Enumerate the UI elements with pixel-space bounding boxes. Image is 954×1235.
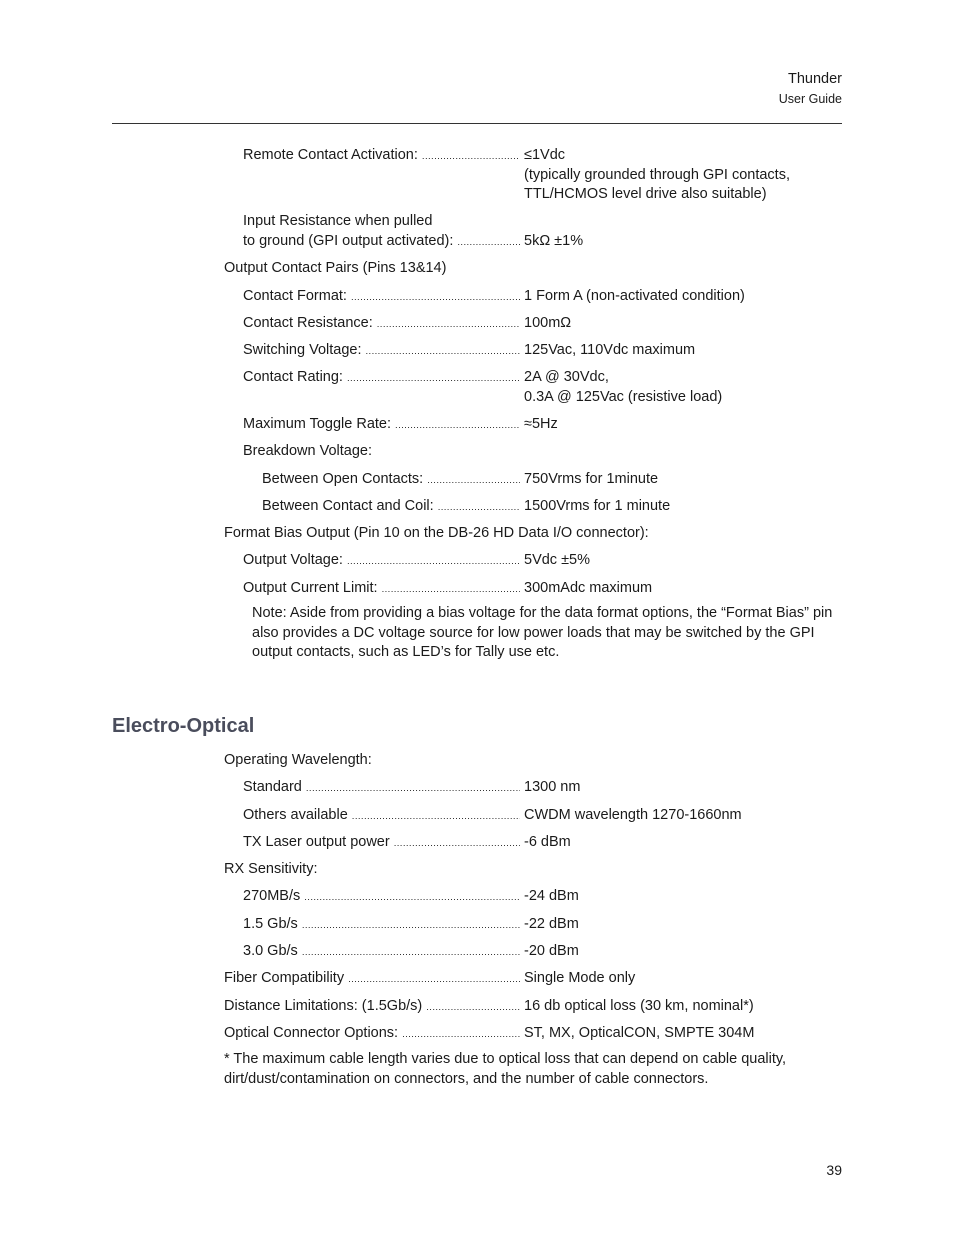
spec-label: Maximum Toggle Rate:	[243, 416, 392, 432]
header-rule	[112, 123, 842, 124]
spec-tx-laser-power	[243, 833, 522, 854]
spec-value: ≈5Hz	[524, 416, 558, 432]
section-heading: Format Bias Output (Pin 10 on the DB-26 HD Data I/O connector):	[224, 525, 649, 541]
spec-contact-rating	[243, 368, 522, 389]
spec-label: Standard	[243, 779, 302, 795]
spec-value: 750Vrms for 1minute	[524, 471, 659, 487]
spec-rx-270	[243, 887, 522, 908]
spec-toggle-rate	[243, 415, 522, 436]
spec-label: Contact Resistance:	[243, 315, 373, 331]
spec-value-note: TTL/HCMOS level drive also suitable)	[524, 186, 767, 202]
spec-optical-connector	[224, 1024, 522, 1045]
spec-value: 125Vac, 110Vdc maximum	[524, 342, 696, 358]
spec-value: -22 dBm	[524, 916, 579, 932]
spec-value: 5kΩ ±1%	[524, 233, 584, 249]
spec-fiber-compatibility	[224, 969, 522, 990]
spec-open-contacts	[262, 470, 522, 491]
spec-label: Input Resistance when pulled	[243, 213, 433, 229]
spec-value: ST, MX, OpticalCON, SMPTE 304M	[524, 1025, 755, 1041]
spec-contact-coil	[262, 497, 522, 518]
spec-value: 1300 nm	[524, 779, 581, 795]
spec-output-current	[243, 579, 522, 600]
spec-output-voltage	[243, 551, 522, 572]
section-heading: RX Sensitivity:	[224, 861, 318, 877]
spec-value: 100mΩ	[524, 315, 572, 331]
spec-others-available	[243, 806, 522, 827]
section-title-electro-optical: Electro-Optical	[112, 715, 255, 737]
spec-rx-15	[243, 915, 522, 936]
spec-label: Between Open Contacts:	[262, 471, 424, 487]
spec-label: Output Current Limit:	[243, 580, 378, 596]
spec-value-note: (typically grounded through GPI contacts,	[524, 167, 790, 183]
spec-label: Contact Rating:	[243, 369, 343, 385]
spec-value: ≤1Vdc	[524, 147, 566, 163]
spec-label: to ground (GPI output activated):	[243, 233, 454, 249]
subsection-heading: Breakdown Voltage:	[243, 443, 372, 459]
spec-rx-30	[243, 942, 522, 963]
spec-value: 300mAdc maximum	[524, 580, 653, 596]
spec-standard-wavelength	[243, 778, 522, 799]
spec-contact-resistance	[243, 314, 522, 335]
spec-label: Others available	[243, 807, 348, 823]
spec-label: Remote Contact Activation:	[243, 147, 418, 163]
format-bias-note: Note: Aside from providing a bias voltage for the data format options, the “Format Bias” pin also provides a DC voltage source for low power loads that may be switched by the GPI output contacts, such as LED’s for Tally use etc.	[252, 605, 833, 660]
page-number: 39	[826, 1162, 842, 1178]
spec-value-note: 0.3A @ 125Vac (resistive load)	[524, 389, 723, 405]
spec-value: -24 dBm	[524, 888, 579, 904]
spec-value: CWDM wavelength 1270-1660nm	[524, 807, 742, 823]
spec-value: -20 dBm	[524, 943, 579, 959]
spec-remote-contact	[243, 146, 522, 167]
section-heading: Output Contact Pairs (Pins 13&14)	[224, 260, 447, 276]
spec-label: 1.5 Gb/s	[243, 916, 298, 932]
spec-label: Contact Format:	[243, 288, 347, 304]
spec-value: -6 dBm	[524, 834, 571, 850]
spec-label: Between Contact and Coil:	[262, 498, 434, 514]
spec-input-resistance	[243, 232, 522, 253]
header-title: Thunder	[787, 71, 842, 87]
spec-label: Fiber Compatibility	[224, 970, 345, 986]
spec-value: 2A @ 30Vdc,	[524, 369, 609, 385]
spec-label: Optical Connector Options:	[224, 1025, 399, 1041]
spec-distance-limitations	[224, 997, 522, 1018]
spec-value: 1500Vrms for 1 minute	[524, 498, 671, 514]
spec-label: 3.0 Gb/s	[243, 943, 298, 959]
header-subtitle: User Guide	[778, 92, 842, 106]
spec-value: 1 Form A (non-activated condition)	[524, 288, 745, 304]
section-heading: Operating Wavelength:	[224, 752, 372, 768]
spec-value: 16 db optical loss (30 km, nominal*)	[524, 998, 754, 1014]
spec-value: 5Vdc ±5%	[524, 552, 590, 568]
spec-switching-voltage	[243, 341, 522, 362]
spec-label: Switching Voltage:	[243, 342, 362, 358]
spec-label: TX Laser output power	[243, 834, 390, 850]
spec-value: Single Mode only	[524, 970, 636, 986]
spec-label: Distance Limitations: (1.5Gb/s)	[224, 998, 423, 1014]
cable-length-footnote: * The maximum cable length varies due to optical loss that can depend on cable quality, dirt/dust/contamination on connectors, and the number of cable connectors.	[224, 1051, 787, 1087]
spec-label: Output Voltage:	[243, 552, 343, 568]
spec-contact-format	[243, 287, 522, 308]
spec-label: 270MB/s	[243, 888, 301, 904]
